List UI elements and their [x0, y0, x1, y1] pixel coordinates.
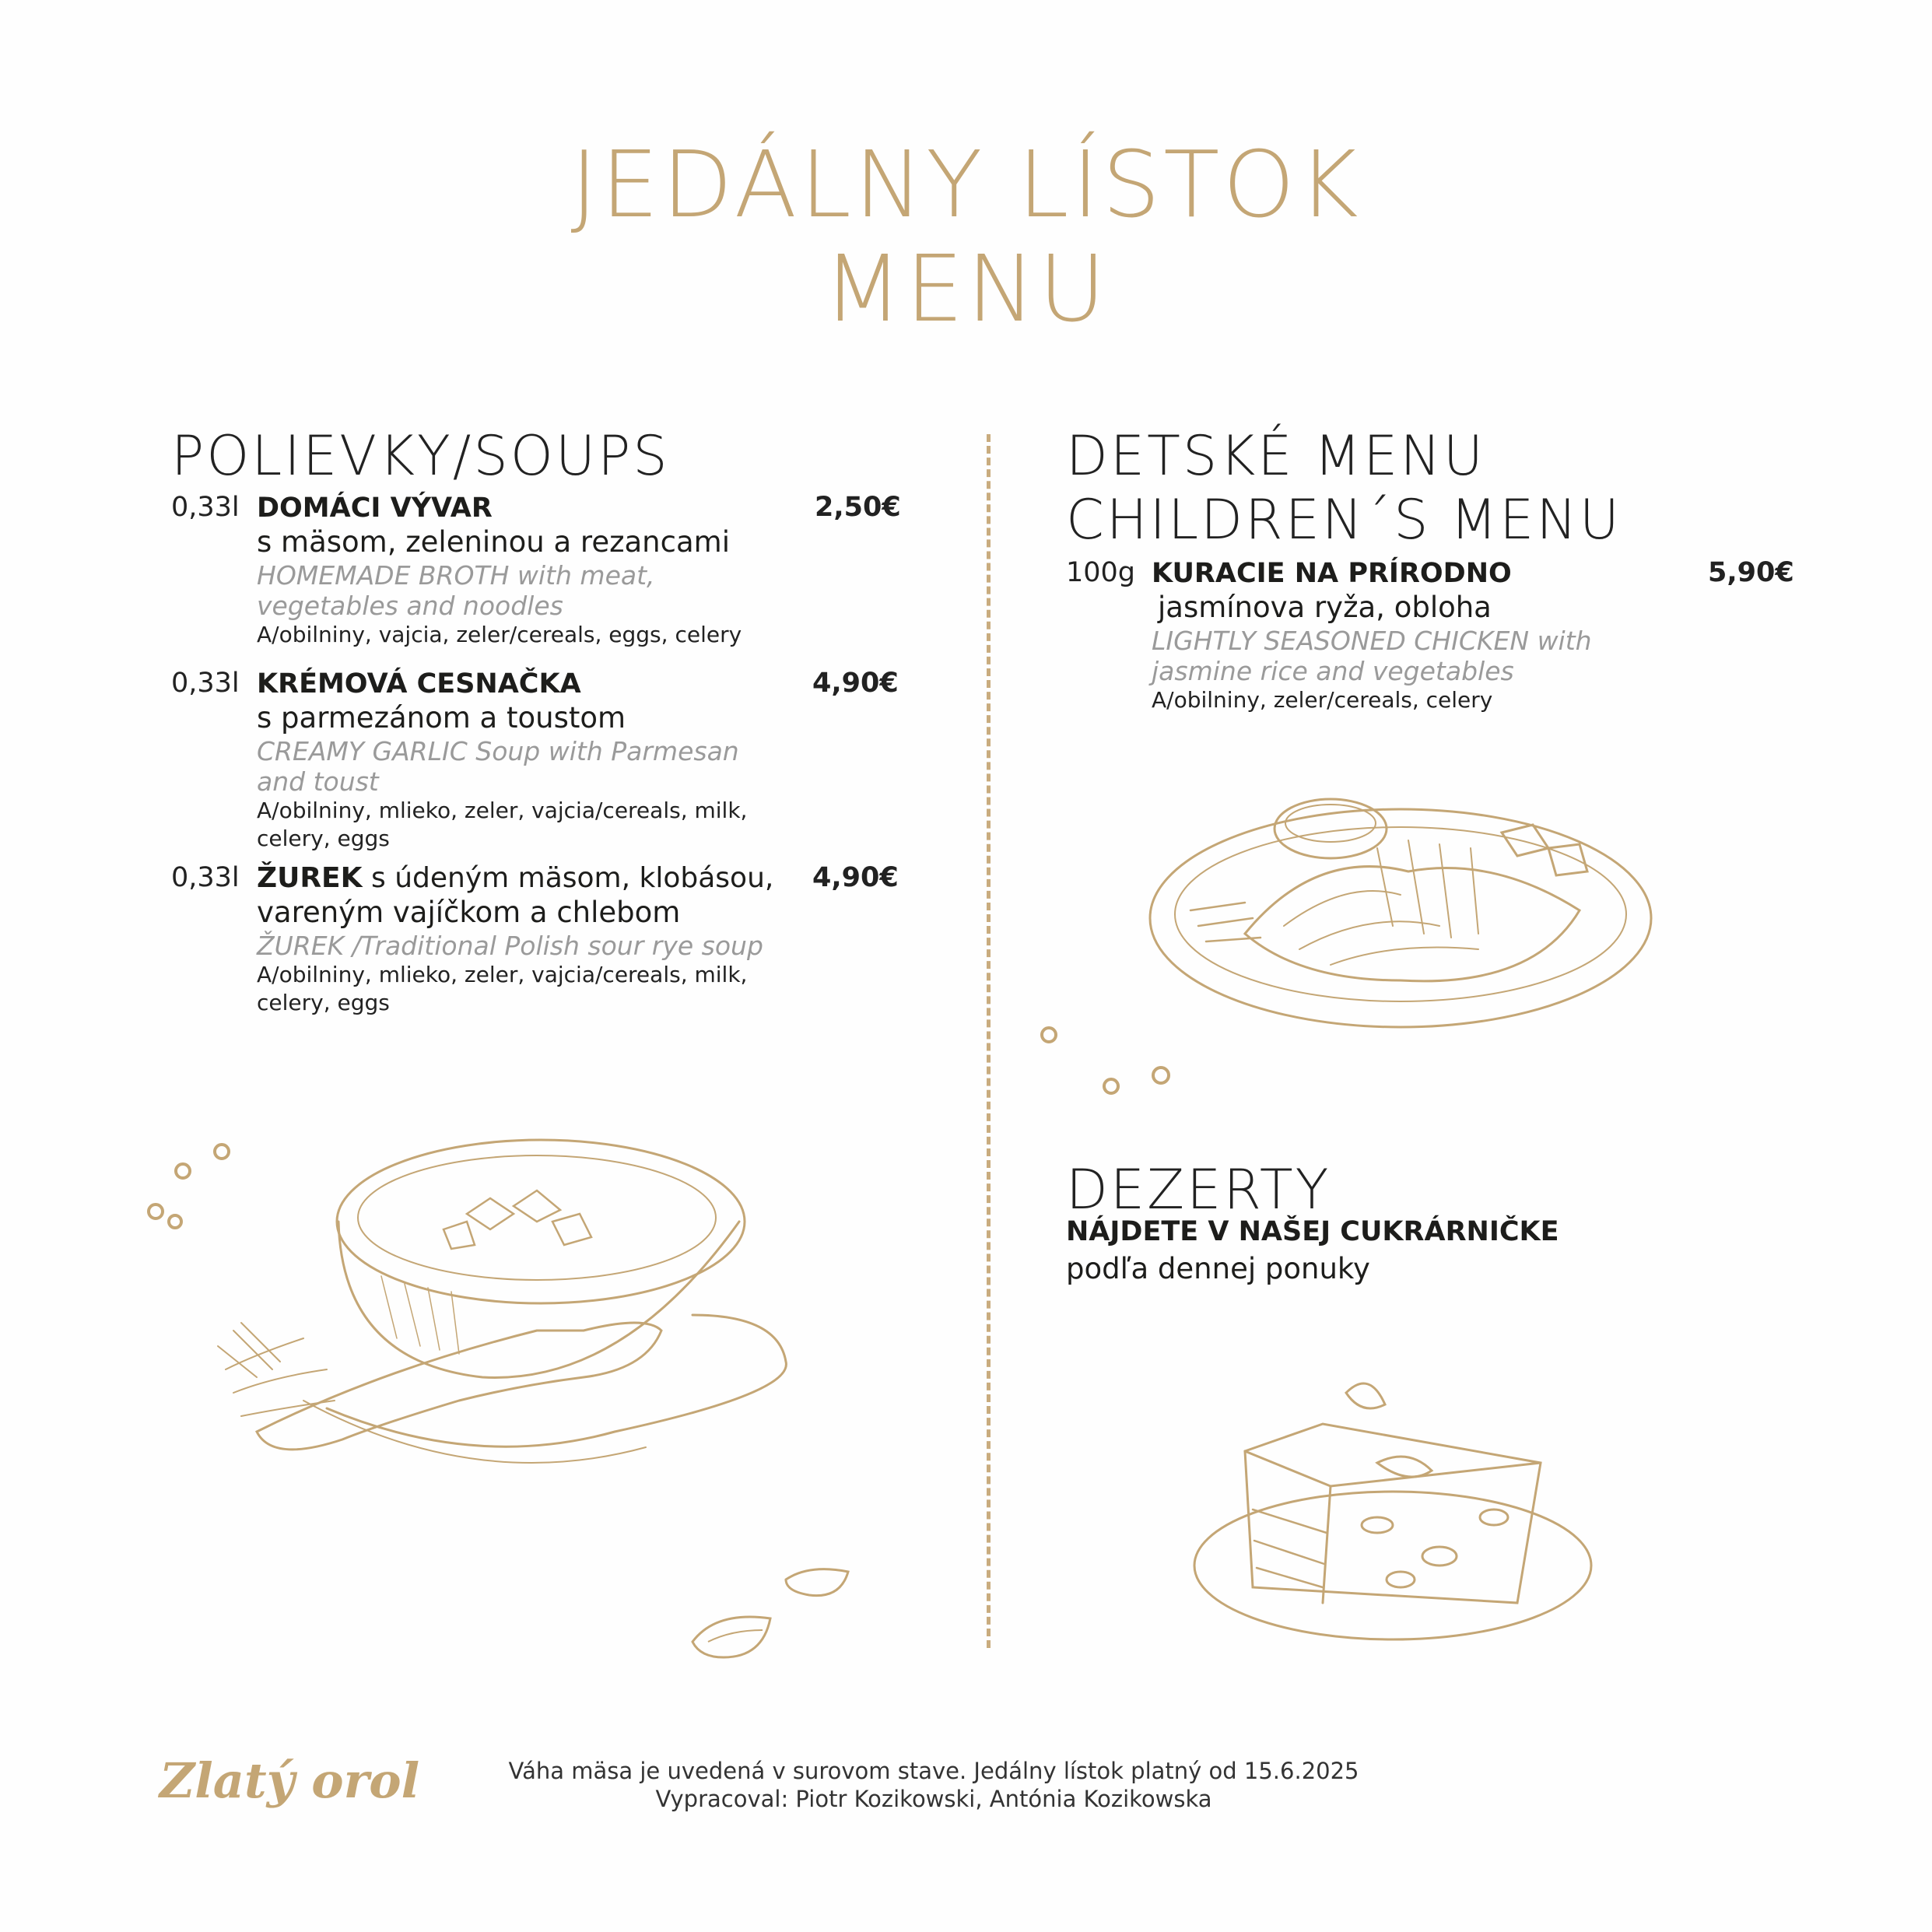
item-price: 5,90€	[1708, 557, 1794, 588]
desserts-note-bold: NÁJDETE V NAŠEJ CUKRÁRNIČKE	[1066, 1216, 1559, 1247]
item-description-en: ŽUREK /Traditional Polish sour rye soup	[257, 931, 763, 961]
title-line-1: JEDÁLNY LÍSTOK	[570, 131, 1362, 238]
children-heading-line-1: DETSKÉ MENU	[1066, 424, 1485, 488]
item-name: KRÉMOVÁ CESNAČKA	[257, 668, 581, 700]
title-line-2: MENU	[822, 235, 1109, 342]
soup-bowl-illustration	[148, 1136, 801, 1541]
item-name: ŽUREK	[257, 862, 363, 894]
desserts-heading: DEZERTY	[1066, 1158, 1331, 1222]
item-description-sk: s mäsom, zeleninou a rezancami	[257, 525, 730, 559]
item-description-en: HOMEMADE BROTH with meat, vegetables and noodles	[257, 560, 655, 621]
peppercorn-icon	[1036, 1026, 1176, 1096]
item-quantity: 0,33l	[171, 492, 240, 523]
item-quantity: 0,33l	[171, 862, 240, 893]
footer-line-1: Váha mäsa je uvedená v surovom stave. Jedálny lístok platný od 15.6.2025	[508, 1758, 1359, 1784]
item-description-sk: jasmínova ryža, obloha	[1158, 591, 1492, 624]
item-description-sk: s parmezánom a toustom	[257, 701, 626, 735]
item-price: 2,50€	[815, 492, 901, 523]
item-quantity: 100g	[1066, 557, 1136, 588]
svg-text:Zlatý orol: Zlatý orol	[160, 1752, 420, 1809]
item-description-en: LIGHTLY SEASONED CHICKEN with jasmine rice and vegetables	[1152, 626, 1592, 686]
item-allergens: A/obilniny, mlieko, zeler, vajcia/cereals, milk, celery, eggs	[257, 962, 748, 1015]
item-allergens: A/obilniny, zeler/cereals, celery	[1152, 687, 1493, 713]
item-description-en: CREAMY GARLIC Soup with Parmesan and toust	[257, 736, 739, 797]
item-name: DOMÁCI VÝVAR	[257, 493, 493, 524]
column-divider	[987, 434, 991, 1648]
desserts-note: podľa dennej ponuky	[1066, 1252, 1370, 1285]
children-heading-line-2: CHILDREN´S MENU	[1066, 488, 1622, 552]
item-price: 4,90€	[812, 862, 899, 893]
chicken-plate-illustration	[1144, 786, 1657, 1050]
children-heading	[1066, 424, 1622, 552]
zlaty-orol-logo	[160, 1737, 420, 1822]
cake-illustration	[1190, 1369, 1595, 1650]
item-price: 4,90€	[812, 668, 899, 699]
item-name-rest: s údeným mäsom, klobásou,	[362, 862, 774, 894]
soups-heading: POLIEVKY/SOUPS	[171, 424, 670, 488]
item-allergens: A/obilniny, mlieko, zeler, vajcia/cereals, milk, celery, eggs	[257, 798, 748, 851]
item-quantity: 0,33l	[171, 668, 240, 699]
footer-line-2: Vypracoval: Piotr Kozikowski, Antónia Kozikowska	[655, 1786, 1212, 1812]
menu-title	[0, 132, 1932, 341]
item-allergens: A/obilniny, vajcia, zeler/cereals, eggs, celery	[257, 622, 742, 647]
item-description-sk: vareným vajíčkom a chlebom	[257, 896, 681, 929]
item-name: KURACIE NA PRÍRODNO	[1152, 558, 1512, 589]
garlic-clove-icon	[685, 1556, 856, 1665]
footer-note	[436, 1757, 1432, 1813]
